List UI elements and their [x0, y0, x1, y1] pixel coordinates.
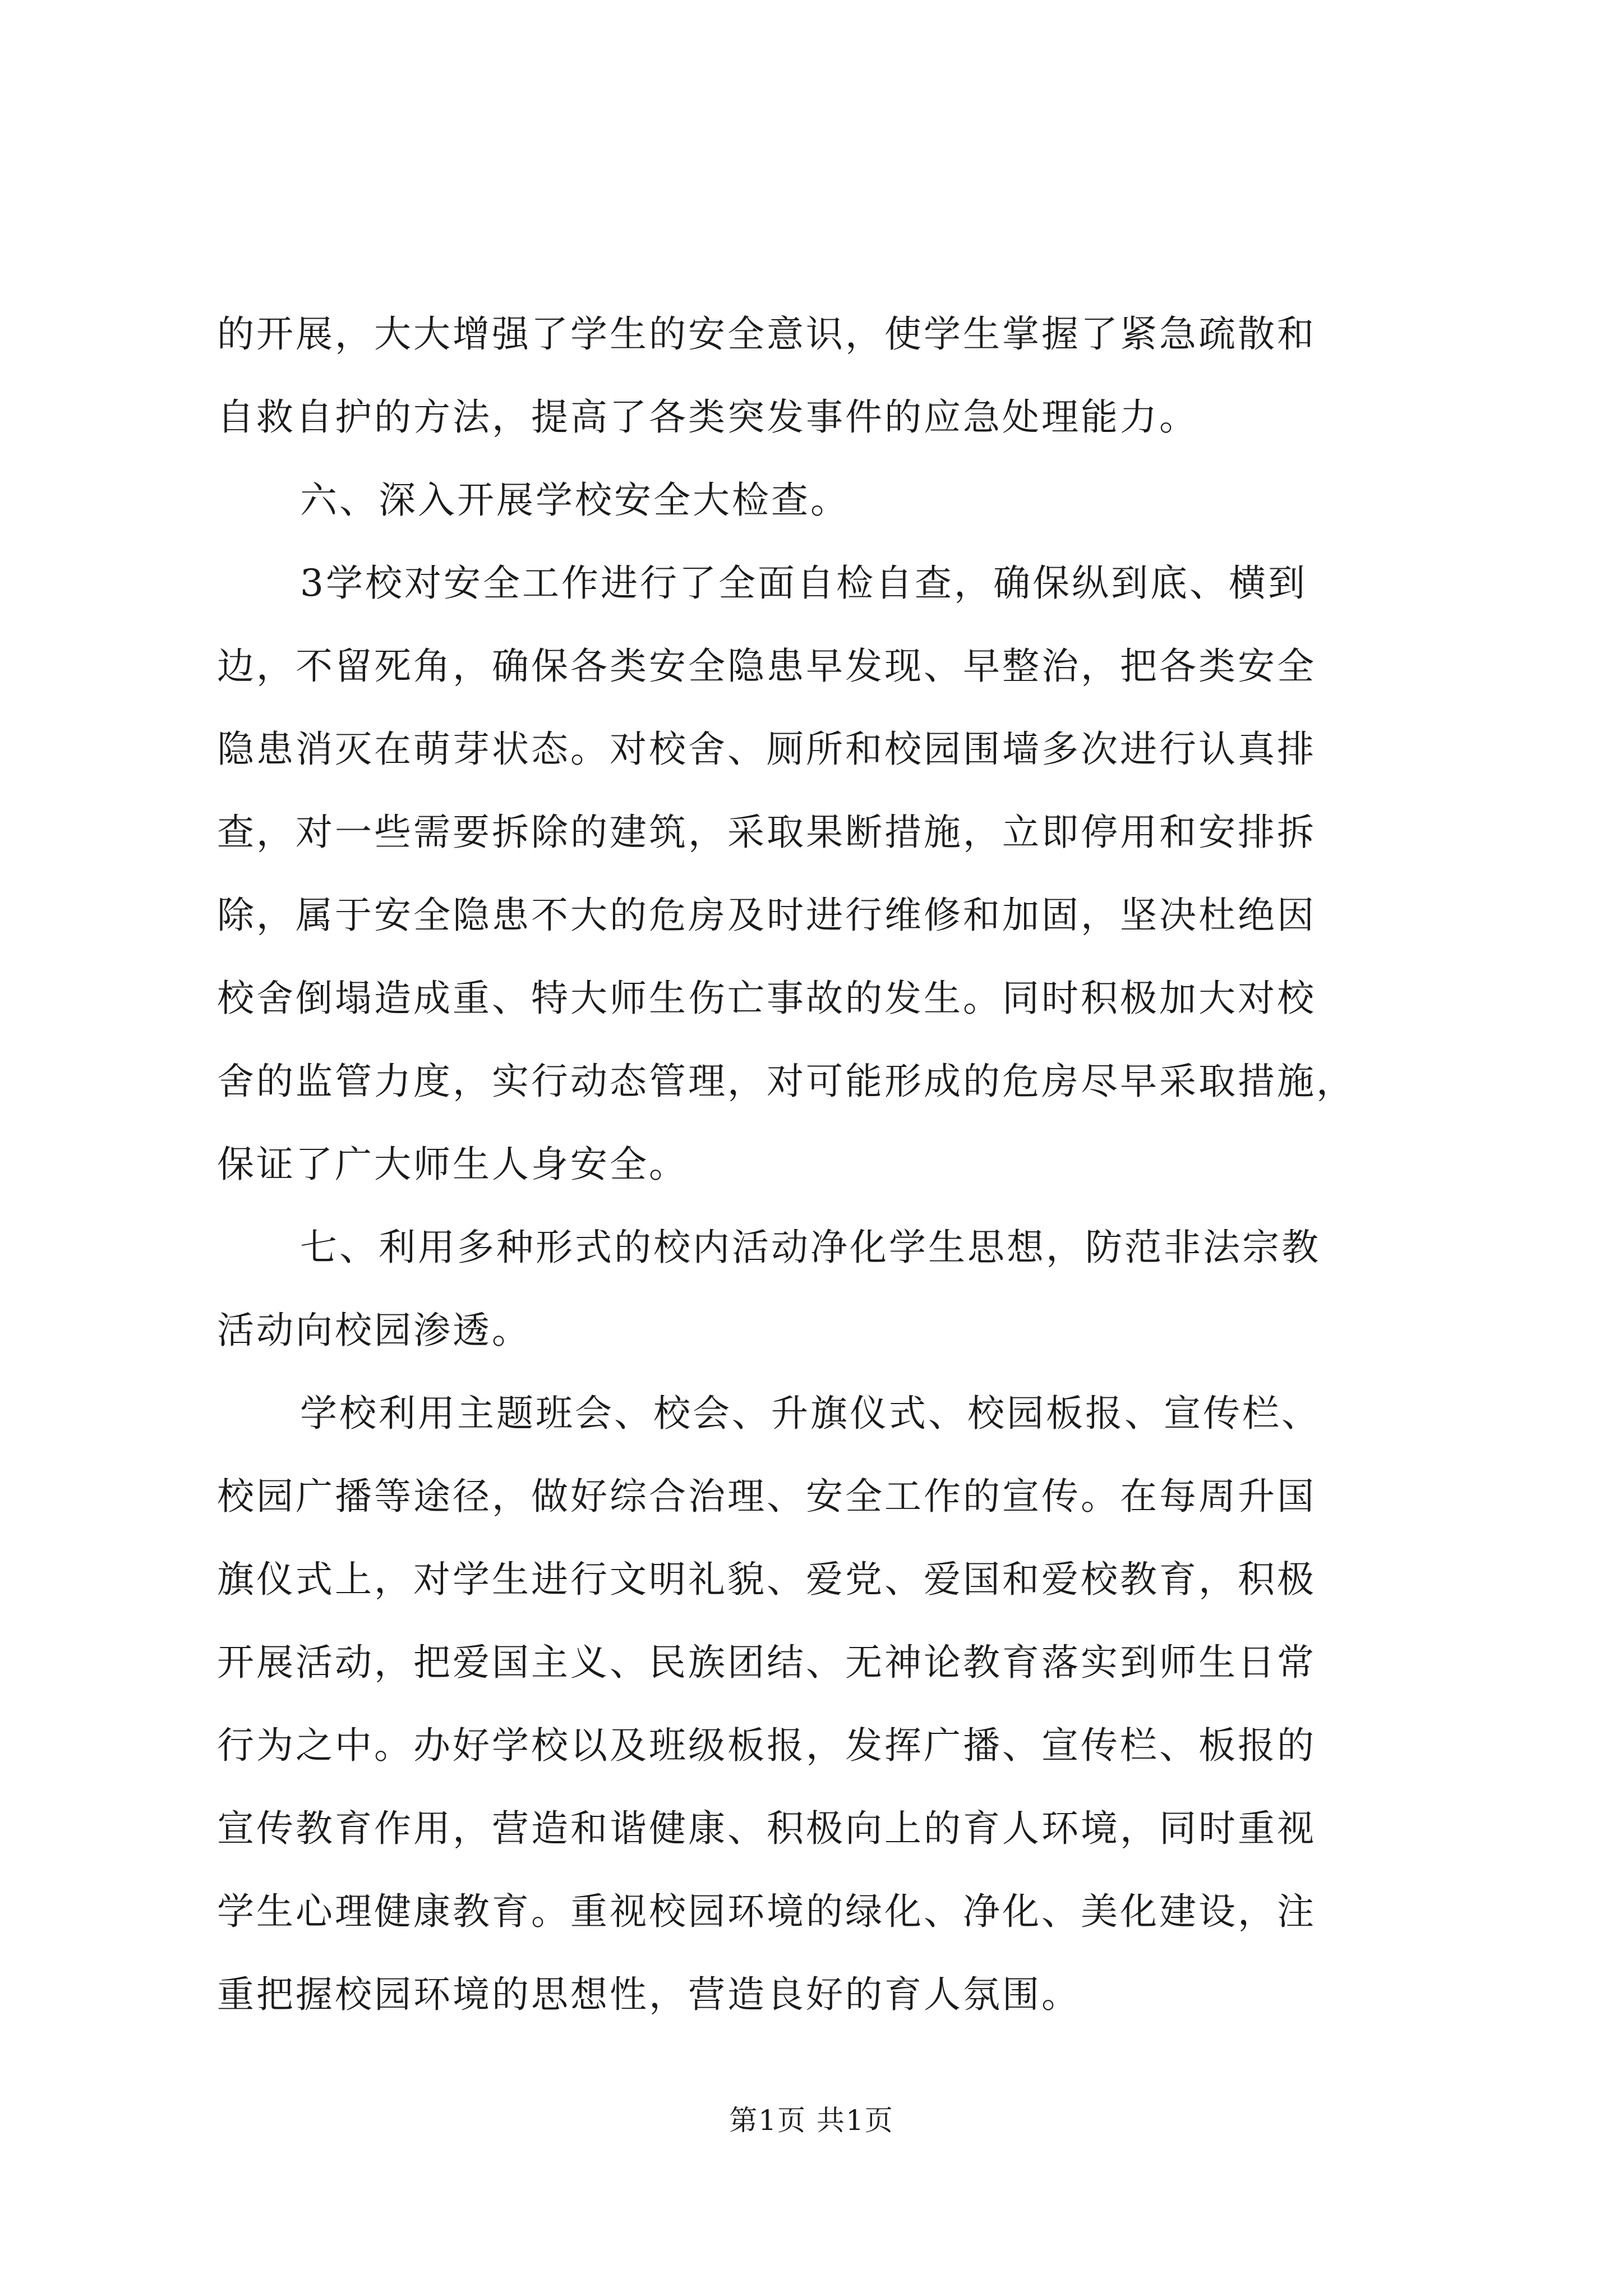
- body-line: 校园广播等途径，做好综合治理、安全工作的宣传。在每周升国: [217, 1475, 1316, 1518]
- body-line: 隐患消灭在萌芽状态。对校舍、厕所和校园围墙多次进行认真排: [217, 728, 1316, 771]
- body-line: 的开展，大大增强了学生的安全意识，使学生掌握了紧急疏散和: [217, 312, 1316, 356]
- page-footer: 第1页 共1页: [729, 2104, 894, 2137]
- body-line: 自救自护的方法，提高了各类突发事件的应急处理能力。: [217, 395, 1198, 439]
- body-line: 保证了广大师生人身安全。: [217, 1143, 688, 1186]
- body-line: 宣传教育作用，营造和谐健康、积极向上的育人环境，同时重视: [217, 1807, 1316, 1850]
- section-heading: 七、利用多种形式的校内活动净化学生思想，防范非法宗教: [300, 1226, 1321, 1269]
- body-line: 行为之中。办好学校以及班级板报，发挥广播、宣传栏、板报的: [217, 1724, 1316, 1767]
- body-line: 校舍倒塌造成重、特大师生伤亡事故的发生。同时积极加大对校: [217, 977, 1316, 1020]
- body-line: 查，对一些需要拆除的建筑，采取果断措施，立即停用和安排拆: [217, 811, 1316, 854]
- body-line: 学校利用主题班会、校会、升旗仪式、校园板报、宣传栏、: [300, 1392, 1321, 1435]
- body-line: 除，属于安全隐患不大的危房及时进行维修和加固，坚决杜绝因: [217, 894, 1316, 937]
- body-line: 开展活动，把爱国主义、民族团结、无神论教育落实到师生日常: [217, 1641, 1316, 1684]
- body-line: 边，不留死角，确保各类安全隐患早发现、早整治，把各类安全: [217, 645, 1316, 688]
- body-line: 旗仪式上，对学生进行文明礼貌、爱党、爱国和爱校教育，积极: [217, 1558, 1316, 1601]
- section-heading: 活动向校园渗透。: [217, 1309, 531, 1352]
- section-heading: 六、深入开展学校安全大检查。: [300, 478, 850, 522]
- body-line: 学生心理健康教育。重视校园环境的绿化、净化、美化建设，注: [217, 1890, 1316, 1933]
- body-line: 重把握校园环境的思想性，营造良好的育人氛围。: [217, 1973, 1081, 2016]
- body-line: 3学校对安全工作进行了全面自检自查，确保纵到底、横到: [300, 562, 1307, 605]
- body-line: 舍的监管力度，实行动态管理，对可能形成的危房尽早采取措施，: [217, 1060, 1355, 1103]
